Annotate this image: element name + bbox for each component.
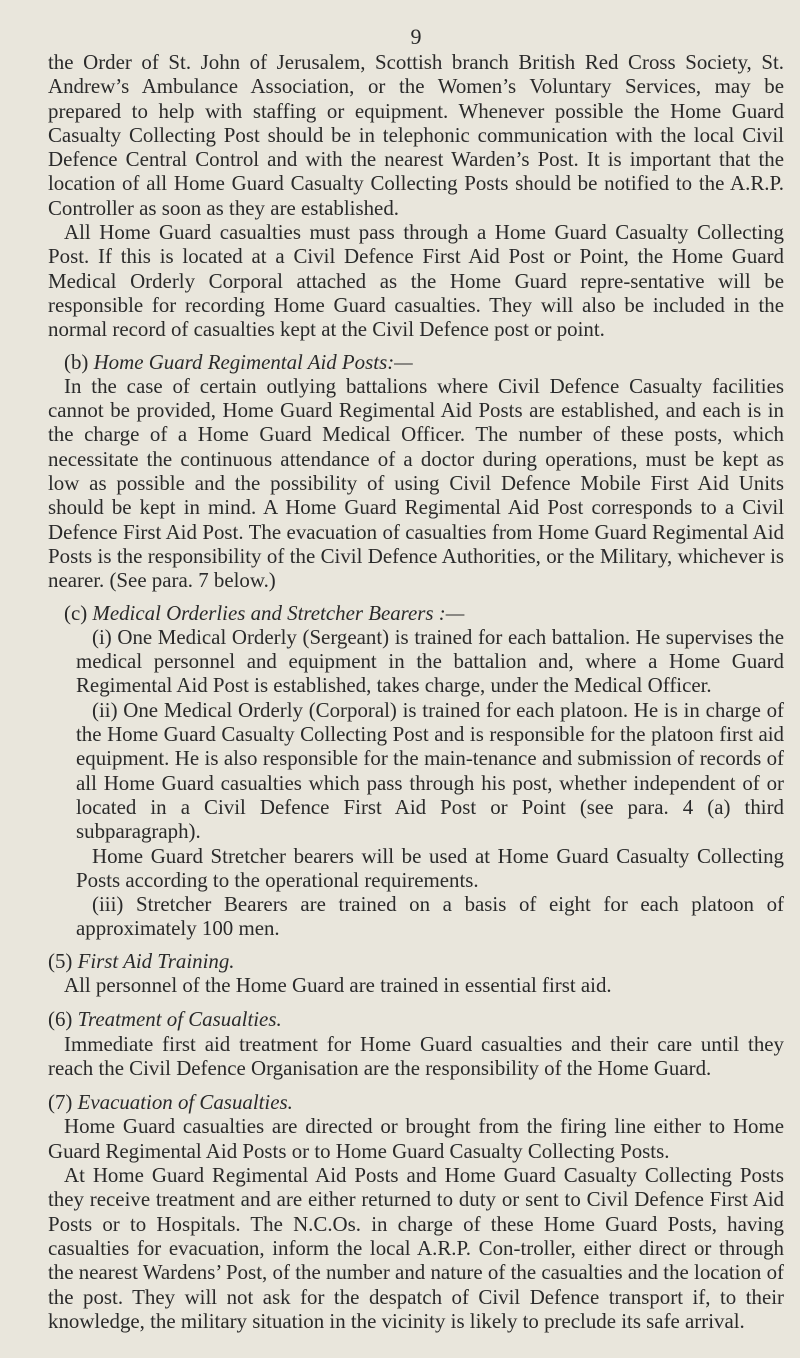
paragraph-evacuation-b: At Home Guard Regimental Aid Posts and Home Guard Casualty Collecting Posts they receive treatment and are either returned to duty or sent to Civil Defence First Aid Posts or to Hospitals. The N.C.Os. in charge of these Home Guard Posts, having casualties for evacuation, inform the local A.R.P. Con-troller, either direct or through the nearest Wardens’ Post, of the number and nature of the casualties and the location of the post. They will not ask for the despatch of Civil Defence transport if, to their knowledge, the military situation in the vicinity is likely to preclude its safe arrival. bbox=[48, 1163, 784, 1333]
heading-6-number: (6) bbox=[48, 1007, 73, 1032]
heading-b-text: Home Guard Regimental Aid Posts:— bbox=[93, 349, 413, 374]
paragraph-first-aid-training: All personnel of the Home Guard are trained in essential first aid. bbox=[64, 972, 612, 997]
heading-b-number: (b) bbox=[64, 349, 89, 374]
heading-b bbox=[48, 350, 784, 374]
paragraph-casualty-collecting: All Home Guard casualties must pass through a Home Guard Casualty Collecting Post. If this is located at a Civil Defence First Aid Post or Point, the Home Guard Medical Orderly Corporal attached as the Home Guard repre-sentative will be responsible for recording Home Guard casualties. They will also be included in the normal record of casualties kept at the Civil Defence post or point. bbox=[48, 220, 784, 342]
heading-6-text: Treatment of Casualties. bbox=[77, 1007, 282, 1032]
page-number: 9 bbox=[410, 24, 422, 49]
heading-5-text: First Aid Training. bbox=[77, 948, 235, 973]
heading-7-number: (7) bbox=[48, 1090, 73, 1115]
paragraph-continuation: the Order of St. John of Jerusalem, Scottish branch British Red Cross Society, St. Andrew’s Ambulance Association, or the Women’s Voluntary Services, may be prepared to help with staffing or equipment. Whenever possible the Home Guard Casualty Collecting Post should be in telephonic communication with the local Civil Defence Central Control and with the nearest Warden’s Post. It is important that the location of all Home Guard Casualty Collecting Posts should be notified to the A.R.P. Controller as soon as they are established. bbox=[48, 50, 784, 220]
paragraph-item-i: (i) One Medical Orderly (Sergeant) is trained for each battalion. He supervises the medical personnel and equipment in the battalion and, where a Home Guard Regimental Aid Post is established, takes charge, under the Medical Officer. bbox=[76, 624, 784, 698]
heading-5-number: (5) bbox=[48, 948, 73, 973]
paragraph-evacuation-a: Home Guard casualties are directed or brought from the firing line either to Home Guard Regimental Aid Posts or to Home Guard Casualty Collecting Posts. bbox=[48, 1114, 784, 1163]
heading-c bbox=[48, 601, 784, 625]
paragraph-stretcher-bearers: Home Guard Stretcher bearers will be used at Home Guard Casualty Collecting Posts according to the operational requirements. bbox=[76, 843, 784, 892]
heading-7-text: Evacuation of Casualties. bbox=[77, 1090, 293, 1115]
paragraph-treatment: Immediate first aid treatment for Home Guard casualties and their care until they reach the Civil Defence Organisation are the responsibility of the Home Guard. bbox=[48, 1031, 784, 1080]
paragraph-regimental-aid-posts: In the case of certain outlying battalions where Civil Defence Casualty facilities cannot be provided, Home Guard Regimental Aid Posts are established, and each is in the charge of a Home Guard Medical Officer. The number of these posts, which necessitate the continuous attendance of a doctor during operations, must be kept as low as possible and the possibility of using Civil Defence Mobile First Aid Units should be kept in mind. A Home Guard Regimental Aid Post corresponds to a Civil Defence First Aid Post. The evacuation of casualties from Home Guard Regimental Aid Posts is the responsibility of the Civil Defence Authorities, or the Military, whichever is nearer. (See para. 7 below.) bbox=[48, 373, 784, 593]
paragraph-item-iii: (iii) Stretcher Bearers are trained on a basis of eight for each platoon of approximately 100 men. bbox=[76, 892, 784, 941]
heading-5 bbox=[48, 949, 784, 973]
paragraph-item-ii: (ii) One Medical Orderly (Corporal) is trained for each platoon. He is in charge of the Home Guard Casualty Collecting Post and is responsible for the platoon first aid equipment. He is also responsible for the main-tenance and submission of records of all Home Guard casualties which pass through his post, whether independent of or located in a Civil Defence First Aid Post or Point (see para. 4 (a) third subparagraph). bbox=[76, 697, 784, 844]
heading-c-number: (c) bbox=[64, 600, 88, 625]
heading-6 bbox=[48, 1007, 784, 1031]
heading-7 bbox=[48, 1090, 784, 1114]
heading-c-text: Medical Orderlies and Stretcher Bearers :— bbox=[92, 600, 465, 625]
